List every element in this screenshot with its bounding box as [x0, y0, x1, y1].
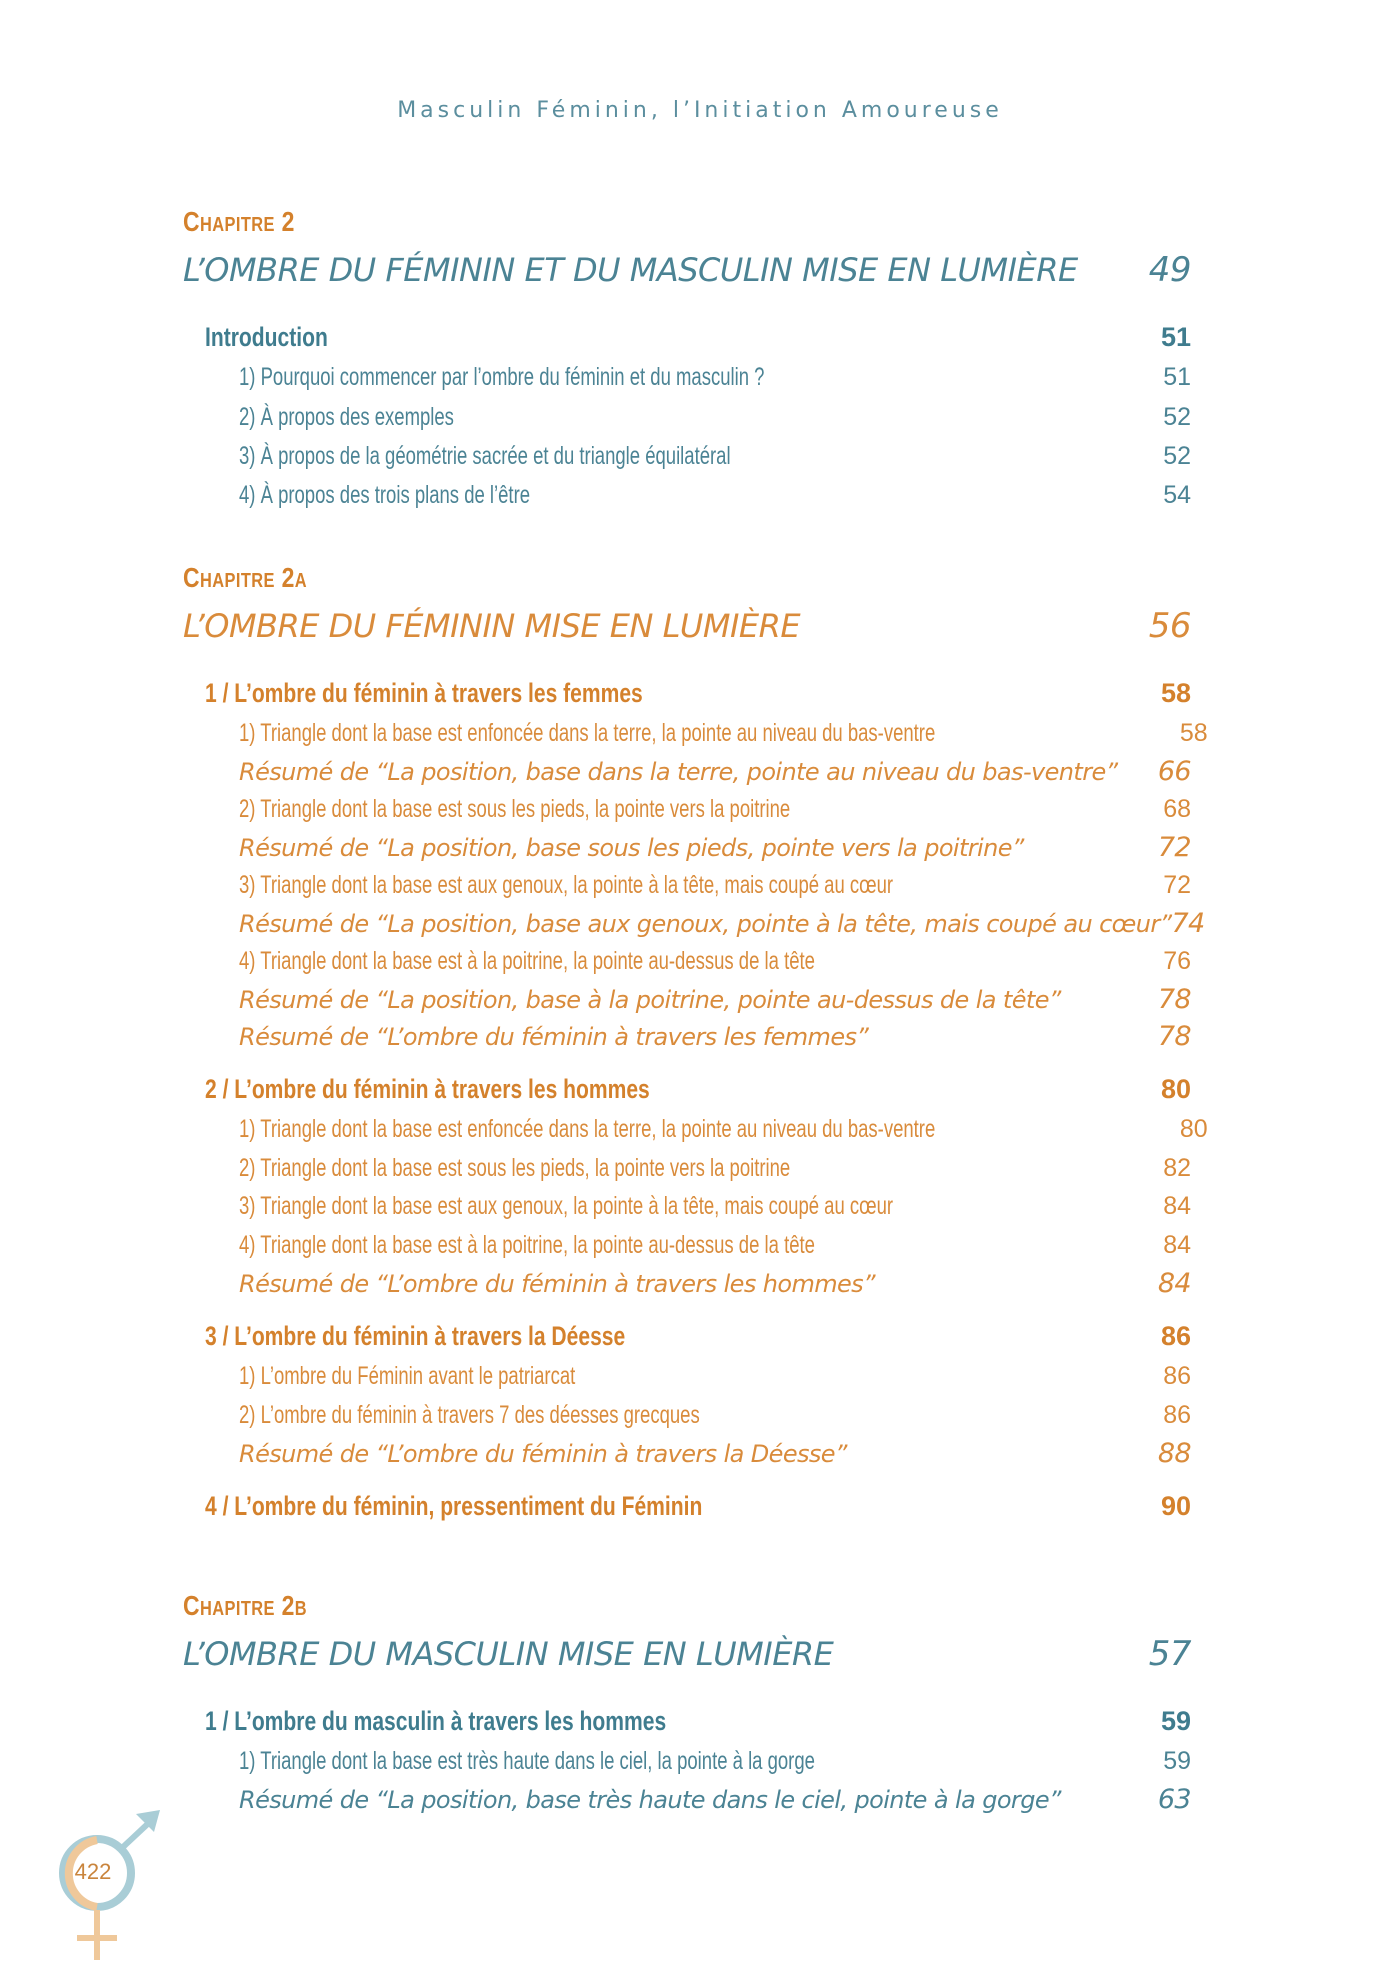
entry-page-number: 76: [1163, 947, 1191, 975]
toc-entry[interactable]: [239, 363, 1191, 392]
toc-section[interactable]: [205, 1491, 1191, 1522]
entry-page-number: 78: [1157, 984, 1191, 1015]
section-page-number: 58: [1160, 678, 1191, 708]
entry-title: 2) L’ombre du féminin à travers 7 des déesses grecques: [239, 1401, 700, 1429]
chapter-title-text: L’OMBRE DU FÉMININ MISE EN LUMIÈRE: [183, 607, 801, 645]
entry-title: 1) Pourquoi commencer par l’ombre du féminin et du masculin ?: [239, 363, 765, 391]
entry-page-number: 80: [1179, 1115, 1208, 1143]
section-page-number: 90: [1160, 1491, 1191, 1521]
entry-title: Résumé de “La position, base aux genoux, pointe à la tête, mais coupé au cœur”: [239, 910, 1172, 938]
entry-page-number: 52: [1163, 442, 1191, 470]
chapter-page-number: 49: [1148, 250, 1191, 290]
section-title: 1 / L’ombre du masculin à travers les hommes: [205, 1706, 667, 1736]
entry-title: 1) Triangle dont la base est très haute dans le ciel, la pointe à la gorge: [239, 1747, 815, 1775]
entry-page-number: 66: [1157, 756, 1191, 787]
section-title: Introduction: [205, 322, 328, 352]
section-page-number: 80: [1160, 1074, 1191, 1104]
entry-page-number: 59: [1163, 1747, 1191, 1775]
toc-entry[interactable]: [239, 403, 1191, 432]
entry-title: 2) Triangle dont la base est sous les pieds, la pointe vers la poitrine: [239, 1154, 791, 1182]
toc-entry[interactable]: [239, 947, 1191, 976]
entry-page-number: 72: [1157, 832, 1191, 863]
entry-page-number: 84: [1163, 1192, 1191, 1220]
entry-page-number: 51: [1163, 363, 1191, 391]
entry-title: 4) Triangle dont la base est à la poitrine, la pointe au-dessus de la tête: [239, 1231, 815, 1259]
section-title: 4 / L’ombre du féminin, pressentiment du Féminin: [205, 1491, 703, 1521]
toc-entry[interactable]: [239, 719, 1208, 748]
entry-page-number: 86: [1163, 1362, 1191, 1390]
chapter-label: Chapitre 2: [183, 206, 295, 237]
entry-page-number: 78: [1157, 1021, 1191, 1052]
toc-entry[interactable]: [239, 1401, 1191, 1430]
chapter-title[interactable]: [183, 1634, 1191, 1674]
chapter-title-text: L’OMBRE DU FÉMININ ET DU MASCULIN MISE EN LUMIÈRE: [183, 251, 1078, 289]
chapter-title[interactable]: [183, 606, 1191, 646]
running-head: Masculin Féminin, l’Initiation Amoureuse: [397, 98, 1003, 123]
toc-summary-entry[interactable]: [239, 984, 1191, 1015]
toc-section[interactable]: [205, 322, 1191, 353]
entry-page-number: 82: [1163, 1154, 1191, 1182]
entry-page-number: 74: [1171, 908, 1205, 939]
chapter-label: Chapitre 2a: [183, 562, 308, 593]
page-number: 422: [74, 1859, 112, 1884]
entry-title: 2) À propos des exemples: [239, 403, 454, 431]
entry-title: Résumé de “La position, base dans la terre, pointe au niveau du bas-ventre”: [239, 758, 1118, 786]
entry-page-number: 68: [1163, 795, 1191, 823]
toc-summary-entry[interactable]: [239, 832, 1191, 863]
toc-entry[interactable]: [239, 1115, 1208, 1144]
toc-entry[interactable]: [239, 1231, 1191, 1260]
section-page-number: 86: [1160, 1321, 1191, 1351]
toc-entry[interactable]: [239, 1747, 1191, 1776]
section-page-number: 59: [1160, 1706, 1191, 1736]
toc-section[interactable]: [205, 1321, 1191, 1352]
toc-summary-entry[interactable]: [239, 756, 1191, 787]
section-title: 2 / L’ombre du féminin à travers les hommes: [205, 1074, 650, 1104]
chapter-label: Chapitre 2b: [183, 1590, 308, 1621]
toc-entry[interactable]: [239, 1154, 1191, 1183]
entry-page-number: 84: [1163, 1231, 1191, 1259]
entry-page-number: 72: [1163, 871, 1191, 899]
entry-title: 3) À propos de la géométrie sacrée et du triangle équilatéral: [239, 442, 731, 470]
toc-entry[interactable]: [239, 1362, 1191, 1391]
entry-title: 3) Triangle dont la base est aux genoux, la pointe à la tête, mais coupé au cœur: [239, 871, 894, 899]
toc-entry[interactable]: [239, 481, 1191, 510]
toc-entry[interactable]: [239, 442, 1191, 471]
entry-title: Résumé de “La position, base à la poitrine, pointe au-dessus de la tête”: [239, 986, 1061, 1014]
toc-summary-entry[interactable]: [239, 908, 1205, 939]
entry-title: 1) Triangle dont la base est enfoncée dans la terre, la pointe au niveau du bas-ventre: [239, 719, 936, 747]
entry-page-number: 54: [1163, 481, 1191, 509]
entry-page-number: 86: [1163, 1401, 1191, 1429]
entry-title: Résumé de “L’ombre du féminin à travers les hommes”: [239, 1270, 875, 1298]
toc-summary-entry[interactable]: [239, 1268, 1191, 1299]
entry-title: 2) Triangle dont la base est sous les pieds, la pointe vers la poitrine: [239, 795, 791, 823]
entry-title: 4) À propos des trois plans de l’être: [239, 481, 531, 509]
toc-entry[interactable]: [239, 1192, 1191, 1221]
toc-section[interactable]: [205, 1706, 1191, 1737]
chapter-page-number: 57: [1148, 1634, 1191, 1674]
section-title: 1 / L’ombre du féminin à travers les femmes: [205, 678, 643, 708]
chapter-page-number: 56: [1148, 606, 1191, 646]
section-title: 3 / L’ombre du féminin à travers la Déesse: [205, 1321, 626, 1351]
entry-page-number: 63: [1157, 1784, 1191, 1815]
toc-entry[interactable]: [239, 871, 1191, 900]
entry-title: Résumé de “La position, base sous les pieds, pointe vers la poitrine”: [239, 834, 1024, 862]
toc-summary-entry[interactable]: [239, 1021, 1191, 1052]
entry-title: 3) Triangle dont la base est aux genoux, la pointe à la tête, mais coupé au cœur: [239, 1192, 894, 1220]
chapter-title[interactable]: [183, 250, 1191, 290]
section-page-number: 51: [1160, 322, 1191, 352]
chapter-title-text: L’OMBRE DU MASCULIN MISE EN LUMIÈRE: [183, 1635, 834, 1673]
toc-entry[interactable]: [239, 795, 1191, 824]
entry-title: Résumé de “L’ombre du féminin à travers les femmes”: [239, 1023, 869, 1051]
entry-page-number: 58: [1179, 719, 1208, 747]
entry-title: 1) Triangle dont la base est enfoncée dans la terre, la pointe au niveau du bas-ventre: [239, 1115, 936, 1143]
toc-section[interactable]: [205, 678, 1191, 709]
entry-title: 1) L’ombre du Féminin avant le patriarcat: [239, 1362, 576, 1390]
entry-page-number: 88: [1157, 1438, 1191, 1469]
entry-title: 4) Triangle dont la base est à la poitrine, la pointe au-dessus de la tête: [239, 947, 815, 975]
entry-page-number: 52: [1163, 403, 1191, 431]
entry-page-number: 84: [1157, 1268, 1191, 1299]
toc-summary-entry[interactable]: [239, 1438, 1191, 1469]
gender-symbol-icon: [52, 1800, 162, 1970]
entry-title: Résumé de “La position, base très haute dans le ciel, pointe à la gorge”: [239, 1786, 1061, 1814]
toc-section[interactable]: [205, 1074, 1191, 1105]
toc-summary-entry[interactable]: [239, 1784, 1191, 1815]
entry-title: Résumé de “L’ombre du féminin à travers la Déesse”: [239, 1440, 847, 1468]
